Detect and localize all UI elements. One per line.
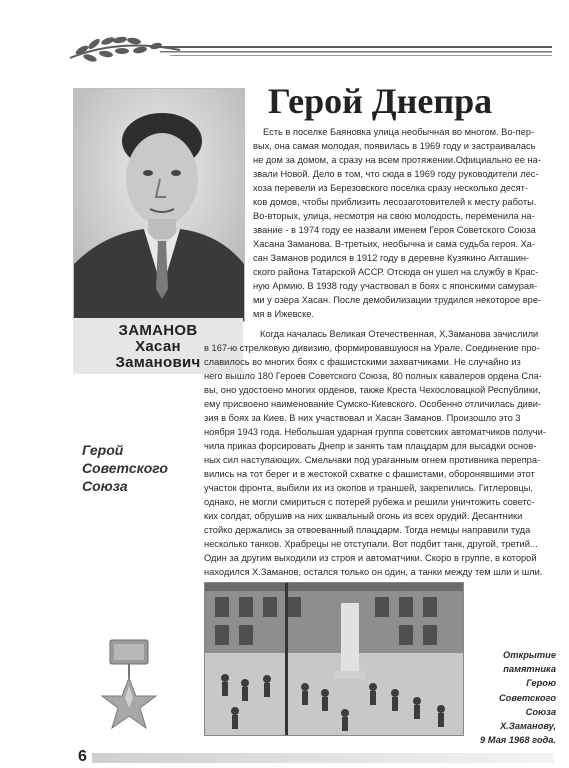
gold-star-medal-icon: [98, 638, 160, 738]
text-line: хоза перевели из Березовского поселка сразу несколько десят-: [253, 183, 528, 193]
text-line: ных сил наступающих. Смельчаки под ураганным огнем противника перепра-: [204, 455, 541, 465]
text-line: ему присвоено наименование Сумско-Киевского. Особенно отличилась диви-: [204, 399, 542, 409]
caption-line: Союза: [525, 706, 556, 717]
page-title: Герой Днепра: [268, 81, 493, 121]
text-line: звали Новой. Дело в том, что сюда в 1969 году руководители лес-: [253, 169, 539, 179]
photo-caption: [466, 648, 556, 747]
text-line: вились на тот берег и в жестокой схватке с фашистами, оборонявшими этот: [204, 469, 535, 479]
text-line: Во-вторых, улица, несмотря на свою молодость, переменила на-: [253, 211, 535, 221]
caption-line: Герою: [526, 678, 556, 689]
caption-line: памятника: [503, 664, 556, 675]
surname: ЗАМАНОВ: [118, 322, 198, 339]
text-line: Есть в поселке Баяновка улица необычная во многом. Во-пер-: [263, 127, 535, 137]
text-line: ноября 1943 года. Небольшая ударная группа советских автоматчиков получи-: [204, 427, 546, 437]
portrait-photo: [73, 88, 245, 322]
text-line: зия в боях за Киев. В них участвовал и Хасан Заманов. Произошло это 3: [204, 413, 521, 423]
text-line: него вышло 180 Героев Советского Союза, 80 полных кавалеров ордена Сла-: [204, 371, 542, 381]
page-number: 6: [78, 748, 87, 765]
text-line: ких солдат, обрушив на них шквальный огонь из всех орудий. Десантники: [204, 511, 523, 521]
olive-branch-icon: [60, 28, 560, 68]
text-line: чила приказ форсировать Днепр и занять там плацдарм для высадки основ-: [204, 441, 537, 451]
text-line: сан Заманов родился в 1912 году в деревне Кузякино Акташин-: [253, 253, 530, 263]
text-line: ков домов, чтобы приблизить лесозаготовителей к месту работы.: [253, 197, 537, 207]
text-line: вых, она самая молодая, появилась в 1969 году и застраивалась: [253, 141, 536, 151]
text-line: Один за другим выходили из строя и автоматчики. Скоро в группе, в которой: [204, 553, 537, 563]
text-line: славилось во многих боях с фашистскими захватчиками. Не случайно из: [204, 357, 521, 367]
text-line: в 167-ю стрелковую дивизию, формировавшуюся на Урале. Соединение про-: [204, 343, 540, 353]
footer-bar: [92, 753, 554, 763]
hero-title-line: Герой: [82, 442, 124, 458]
text-line: стойко держались за отвоеванный плацдарм. Тогда немцы направили туда: [204, 525, 531, 535]
text-line: ского района Татарской АССР. Отсюда он ушел на службу в Крас-: [253, 267, 539, 277]
caption-line: 9 Мая 1968 года.: [479, 735, 556, 746]
text-line: не дом за домом, а сразу на всем протяжении.Официально ее на-: [253, 155, 541, 165]
header-ornament: [60, 28, 560, 68]
caption-line: Советского: [498, 692, 556, 703]
text-line: участок фронта, выбили их из окопов и траншей, закрепились. Гитлеровцы,: [204, 483, 534, 493]
text-line: мя в Ижевске.: [253, 309, 315, 319]
text-line: ми у озера Хасан. После демобилизации трудился некоторое вре-: [253, 295, 542, 305]
hero-title-line: Советского: [82, 460, 168, 476]
text-line: однако, не могли смириться с потерей рубежа и решили уничтожить советс-: [204, 497, 535, 507]
first-name: Хасан: [135, 338, 181, 355]
text-line: Хасана Заманова. В-третьих, необычна и сама судьба героя. Ха-: [253, 239, 536, 249]
caption-line: Х.Заманову,: [500, 721, 556, 732]
text-line: находился Х.Заманов, остался только он один, а танки между тем шли и шли.: [204, 567, 543, 577]
patronymic: Заманович: [115, 354, 201, 371]
text-line: ную Армию. В 1938 году участвовал в боях с японскими самурая-: [253, 281, 538, 291]
hero-title-line: Союза: [82, 478, 128, 494]
text-line: Когда началась Великая Отечественная, Х.Заманова зачислили: [260, 329, 539, 339]
caption-line: Открытие: [503, 650, 556, 660]
hero-title: [82, 441, 192, 495]
text-line: несколько танков. Храбрецы не отступали. Вот подбит танк, другой, третий...: [204, 539, 538, 549]
text-line: вы, оно удостоено многих орденов, также Креста Чехословацкой Республики,: [204, 385, 541, 395]
monument-opening-photo: [204, 582, 464, 736]
text-line: звание - в 1974 году ее назвали именем Героя Советского Союза: [253, 225, 536, 235]
